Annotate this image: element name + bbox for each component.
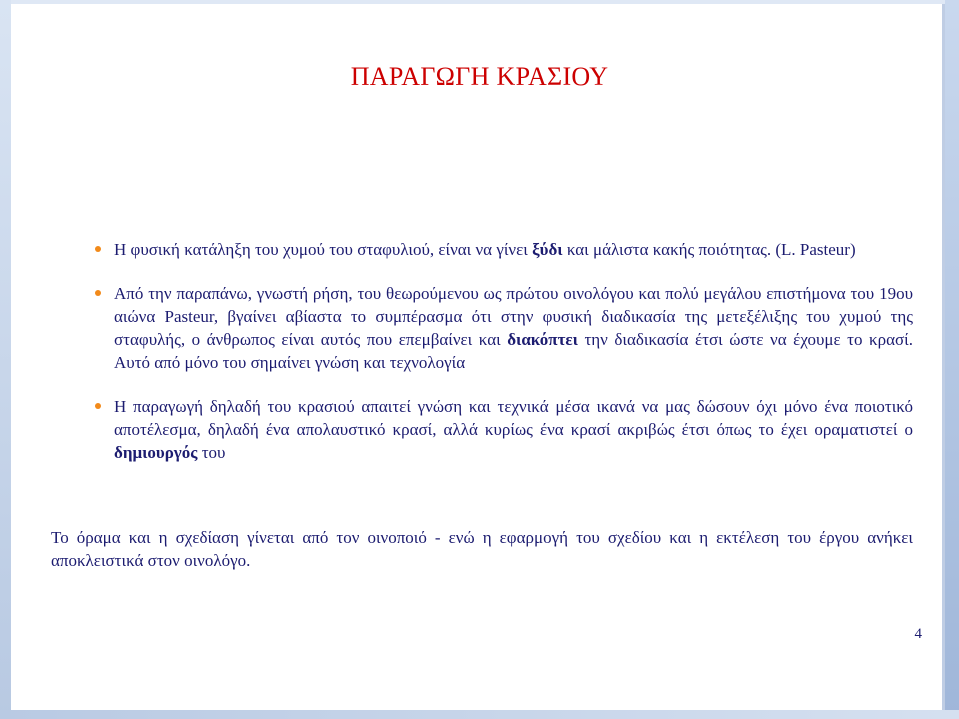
bullet-dot-icon xyxy=(95,246,101,252)
bullet-dot-icon xyxy=(95,403,101,409)
top-edge xyxy=(0,0,959,4)
right-border xyxy=(945,0,959,719)
closing-paragraph: Το όραμα και η σχεδίαση γίνεται από τον οινοποιό - ενώ η εφαρμογή του σχεδίου και η εκτέλεση του έργου ανήκει αποκλειστικά στον οινολόγο. xyxy=(51,528,913,570)
bullet-list xyxy=(95,238,913,485)
bullet-text: Η παραγωγή δηλαδή του κρασιού απαιτεί γνώση και τεχνικά μέσα ικανά να μας δώσουν όχι μόνο ένα ποιοτικό αποτέλεσμα, δηλαδή ένα απολαυστικό κρασί, αλλά κυρίως ένα κρασί ακριβώς έτσι όπως το έχει οραματιστεί ο δημιουργός του xyxy=(114,397,913,462)
left-border xyxy=(0,0,11,719)
slide-title: ΠΑΡΑΓΩΓΗ ΚΡΑΣΙΟΥ xyxy=(350,62,609,91)
bullet-item xyxy=(95,238,913,261)
page-number: 4 xyxy=(914,626,922,642)
bullet-dot-icon xyxy=(95,290,101,296)
bullet-item xyxy=(95,395,913,464)
bullet-text: Η φυσική κατάληξη του χυμού του σταφυλιού, είναι να γίνει ξύδι και μάλιστα κακής ποιότητας. (L. Pasteur) xyxy=(114,240,856,259)
bullet-text: Από την παραπάνω, γνωστή ρήση, του θεωρούμενου ως πρώτου οινολόγου και πολύ μεγάλου επιστήμονα του 19ου αιώνα Pasteur, βγαίνει αβίαστα το συμπέρασμα ότι στην φυσική διαδικασία της μετεξέλιξης του χυμού της σταφυλής, ο άνθρωπος είναι αυτός που επεμβαίνει και διακόπτει την διαδικασία έτσι ώστε να έχουμε το κρασί. Αυτό από μόνο του σημαίνει γνώση και τεχνολογία xyxy=(114,284,913,372)
bullet-item xyxy=(95,282,913,374)
bottom-border xyxy=(0,710,959,719)
